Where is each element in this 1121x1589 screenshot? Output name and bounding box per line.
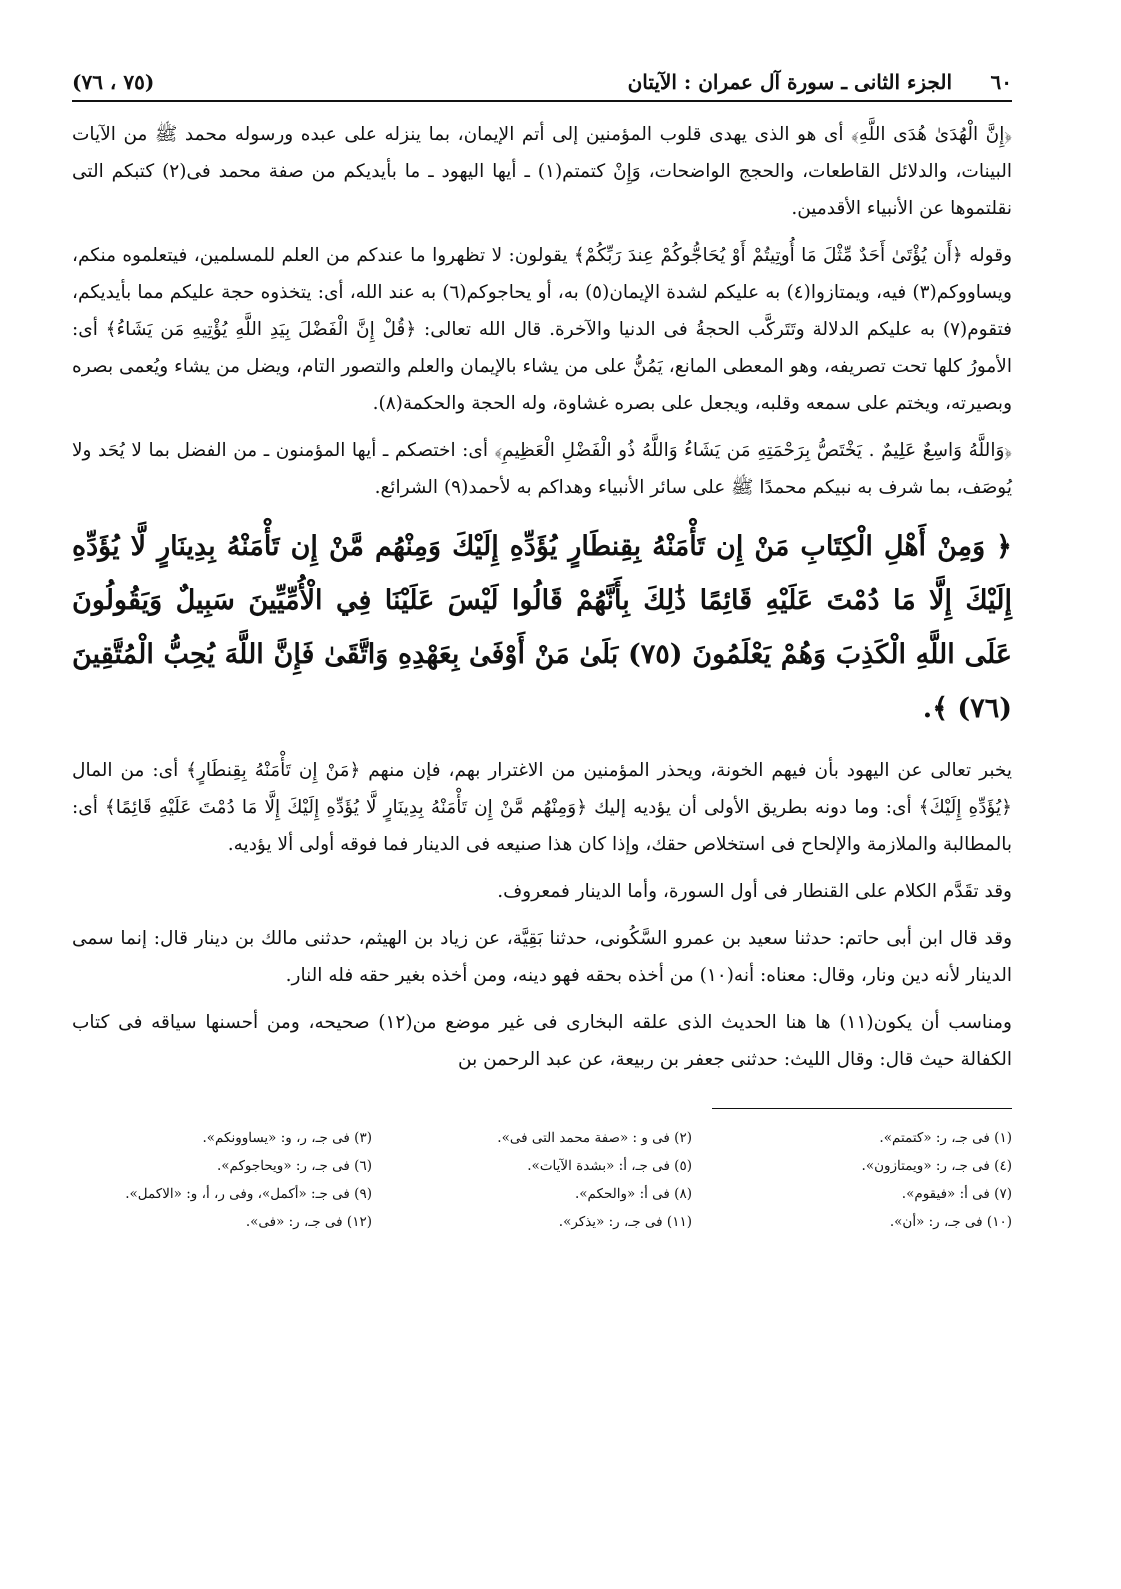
book-page <box>72 70 1012 1233</box>
footnote: (١٢) فى جـ، ر: «فى». <box>245 1214 372 1230</box>
paragraph-4: يخبر تعالى عن اليهود بأن فيهم الخونة، ويحذر المؤمنين من الاغترار بهم، فإن منهم ﴿مَنْ إِن تَأْمَنْهُ بِقِنطَارٍ﴾ أى: من المال ﴿يُؤَدِّهِ إِلَيْكَ﴾ أى: وما دونه بطريق الأولى أن يؤديه إليك ﴿وَمِنْهُم مَّنْ إِن تَأْمَنْهُ بِدِينَارٍ لَّا يُؤَدِّهِ إِلَيْكَ إِلَّا مَا دُمْتَ عَلَيْهِ قَائِمًا﴾ أى: بالمطالبة والملازمة والإلحاح فى استخلاص حقك، وإذا كان هذا صنيعه فى الدينار فما فوقه أولى ألا يؤديه. <box>72 760 1012 855</box>
footnote: (٧) فى أ: «فيقوم». <box>901 1186 1012 1202</box>
footnote: (١) فى جـ، ر: «كتمتم». <box>879 1130 1012 1146</box>
footnote: (١١) فى جـ، ر: «يذكر». <box>558 1214 692 1230</box>
paragraph-1: ﴿إِنَّ الْهُدَىٰ هُدَى اللَّهِ﴾ أى هو الذى يهدى قلوب المؤمنين إلى أتم الإيمان، بما ينزله على عبده ورسوله محمد ﷺ من الآيات البينات، والدلائل القاطعات، والحجج الواضحات، وَإِنْ كتمتم(١) ـ أيها اليهود ـ ما بأيديكم من صفة محمد فى(٢) كتبكم التى نقلتموها عن الأنبياء الأقدمين. <box>72 124 1012 219</box>
footnote: (٢) فى و : «صفة محمد التى فى». <box>497 1130 692 1146</box>
footnote: (٣) فى جـ، ر، و: «يساوونكم». <box>202 1130 372 1146</box>
paragraph-5: وقد تقَدَّم الكلام على القنطار فى أول السورة، وأما الدينار فمعروف. <box>497 881 1012 902</box>
running-title: الجزء الثانى ـ سورة آل عمران : الآيتان <box>627 70 952 94</box>
footnote: (٩) فى جـ: «أكمل»، وفى ر، أ، و: «الاكمل». <box>125 1186 372 1202</box>
running-header <box>72 70 1012 102</box>
paragraph-6: وقد قال ابن أبى حاتم: حدثنا سعيد بن عمرو السَّكُونى، حدثنا بَقِيَّة، عن زياد بن الهيثم، حدثنى مالك بن دينار قال: إنما سمى الدينار لأنه دين ونار، وقال: معناه: أنه(١٠) من أخذه بحقه فهو دينه، ومن أخذه بغير حقه فله النار. <box>72 928 1012 986</box>
footnote: (٦) فى جـ، ر: «ويحاجوكم». <box>216 1158 372 1174</box>
paragraph-3: ﴿وَاللَّهُ وَاسِعٌ عَلِيمٌ . يَخْتَصُّ بِرَحْمَتِهِ مَن يَشَاءُ وَاللَّهُ ذُو الْفَضْلِ الْعَظِيمِ﴾ أى: اختصكم ـ أيها المؤمنون ـ من الفضل بما لا يُحَد ولا يُوصَف، بما شرف به نبيكم محمدًا ﷺ على سائر الأنبياء وهداكم به لأحمد(٩) الشرائع. <box>72 440 1012 498</box>
footnote: (٨) فى أ: «والحكم». <box>574 1186 692 1202</box>
paragraph-2: وقوله ﴿أَن يُؤْتَىٰ أَحَدٌ مِّثْلَ مَا أُوتِيتُمْ أَوْ يُحَاجُّوكُمْ عِندَ رَبِّكُمْ﴾ يقولون: لا تظهروا ما عندكم من العلم للمسلمين، فيتعلموه منكم، ويساووكم(٣) فيه، ويمتازوا(٤) به عليكم لشدة الإيمان(٥) به، أو يحاجوكم(٦) به عند الله، أى: يتخذوه حجة عليكم مما بأيديكم، فتقوم(٧) به عليكم الدلالة وتَتَركَّب الحجةُ فى الدنيا والآخرة. قال الله تعالى: ﴿قُلْ إِنَّ الْفَضْلَ بِيَدِ اللَّهِ يُؤْتِيهِ مَن يَشَاءُ﴾ أى: الأمورُ كلها تحت تصريفه، وهو المعطى المانع، يَمُنُّ على من يشاء بالإيمان والعلم والتصور التام، ويضل من يشاء ويُعمى بصره وبصيرته، ويختم على سمعه وقلبه، ويجعل على بصره غشاوة، وله الحجة والحكمة(٨). <box>72 245 1012 414</box>
verse-range: (٧٥ ، ٧٦) <box>72 70 155 94</box>
paragraph-7: ومناسب أن يكون(١١) ها هنا الحديث الذى علقه البخارى فى غير موضع من(١٢) صحيحه، ومن أحسنها سياقه فى كتاب الكفالة حيث قال: وقال الليث: حدثنى جعفر بن ربيعة، عن عبد الرحمن بن <box>72 1012 1012 1070</box>
footnote: (١٠) فى جـ، ر: «أن». <box>889 1214 1012 1230</box>
page-number: ٦٠ <box>990 70 1012 94</box>
footnote: (٥) فى جـ، أ: «بشدة الآيات». <box>527 1158 692 1174</box>
footnotes <box>72 1127 1012 1233</box>
footnote: (٤) فى جـ، ر: «ويمتازون». <box>861 1158 1012 1174</box>
quran-verse-block: ﴿ وَمِنْ أَهْلِ الْكِتَابِ مَنْ إِن تَأْمَنْهُ بِقِنطَارٍ يُؤَدِّهِ إِلَيْكَ وَمِنْهُم مَّنْ إِن تَأْمَنْهُ بِدِينَارٍ لَّا يُؤَدِّهِ إِلَيْكَ إِلَّا مَا دُمْتَ عَلَيْهِ قَائِمًا ذَٰلِكَ بِأَنَّهُمْ قَالُوا لَيْسَ عَلَيْنَا فِي الْأُمِّيِّينَ سَبِيلٌ وَيَقُولُونَ عَلَى اللَّهِ الْكَذِبَ وَهُمْ يَعْلَمُونَ (٧٥) بَلَىٰ مَنْ أَوْفَىٰ بِعَهْدِهِ وَاتَّقَىٰ فَإِنَّ اللَّهَ يُحِبُّ الْمُتَّقِينَ (٧٦) ﴾. <box>72 531 1012 724</box>
footnote-separator <box>712 1108 1012 1109</box>
